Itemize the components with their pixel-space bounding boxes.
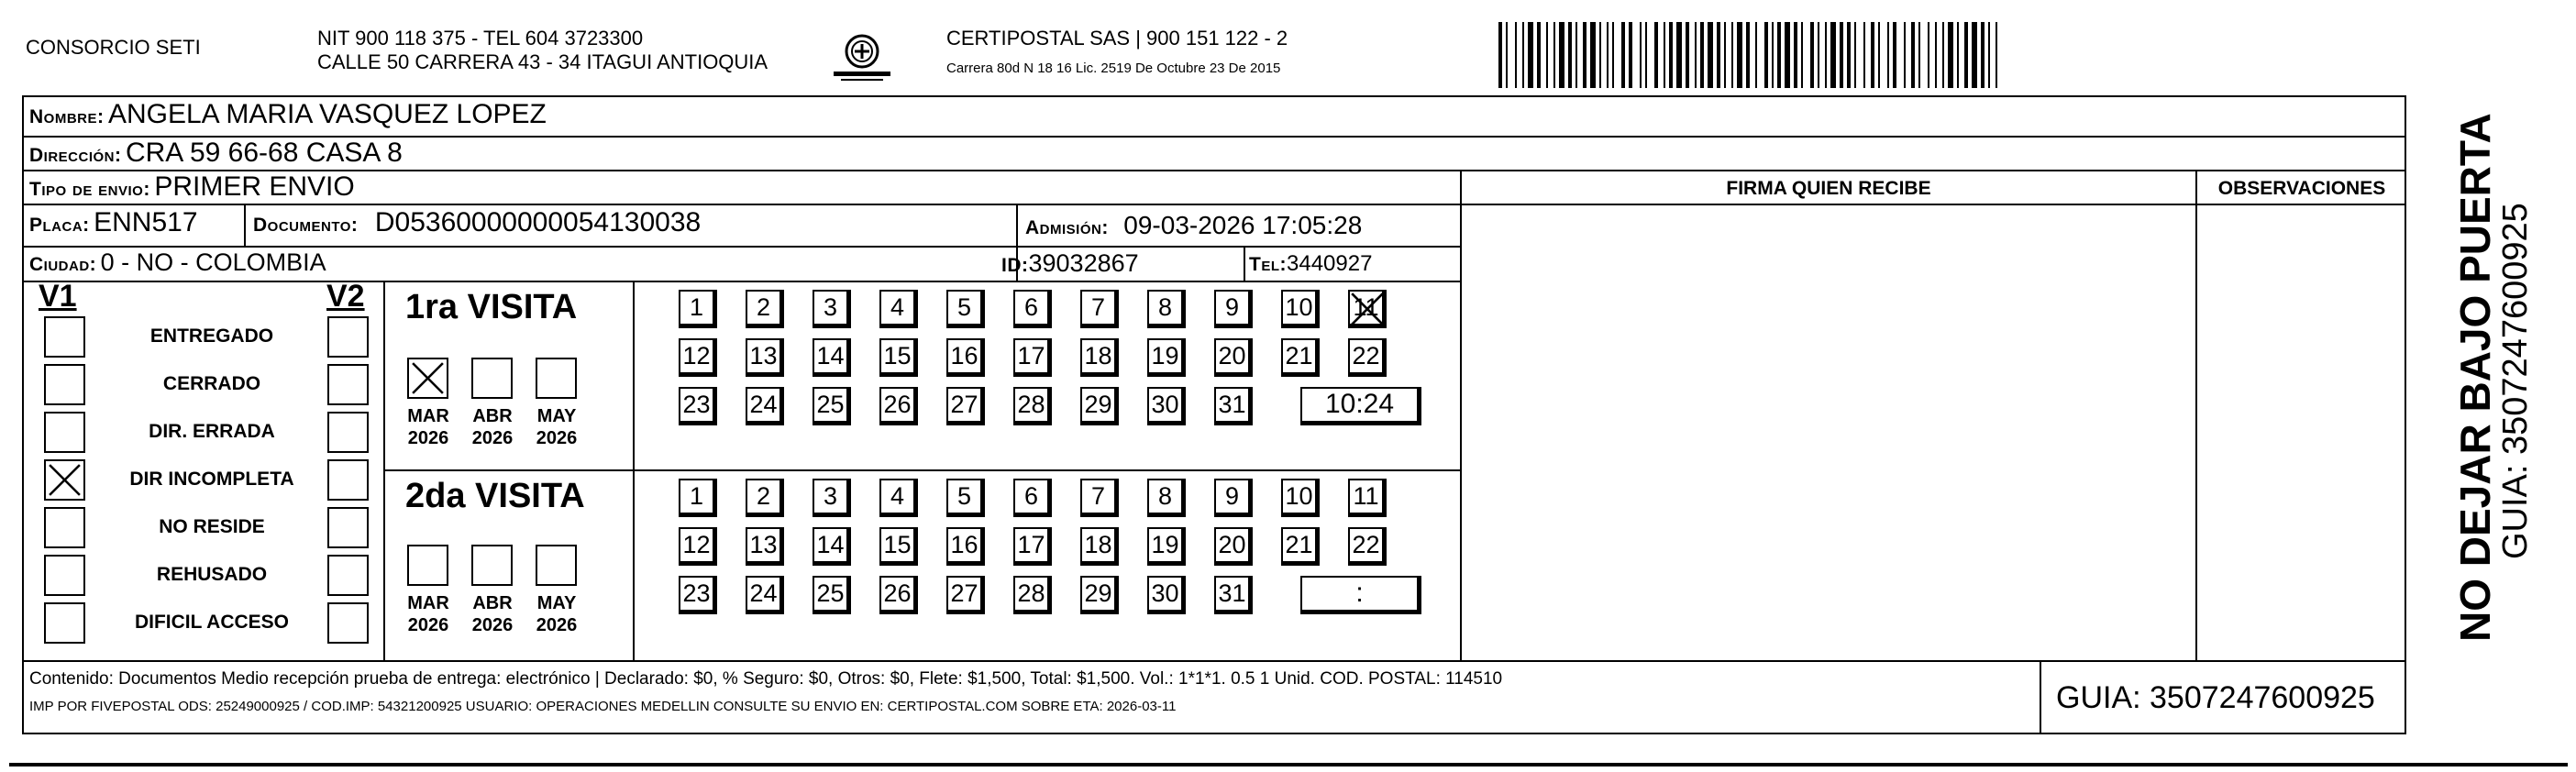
day-box[interactable]: 10 xyxy=(1281,479,1320,517)
v1-checkbox[interactable] xyxy=(44,507,85,548)
status-label: DIR. ERRADA xyxy=(149,421,275,442)
day-box[interactable]: 29 xyxy=(1080,576,1119,614)
day-box[interactable]: 19 xyxy=(1147,338,1186,377)
day-box[interactable]: 18 xyxy=(1080,338,1119,377)
day-box[interactable]: 25 xyxy=(813,387,851,425)
v2-checkbox[interactable] xyxy=(327,459,369,501)
company-name: CONSORCIO SETI xyxy=(26,36,201,59)
admision-row xyxy=(1025,211,1362,240)
ciudad-label: Ciudad: xyxy=(29,254,97,275)
month-label: MAR xyxy=(407,593,449,613)
tipo-value: PRIMER ENVIO xyxy=(154,171,355,202)
month-label: MAY xyxy=(536,406,577,426)
v2-label: V2 xyxy=(326,279,365,314)
day-box[interactable]: 4 xyxy=(879,290,918,328)
day-box[interactable]: 14 xyxy=(813,527,851,566)
day-box[interactable]: 17 xyxy=(1013,527,1052,566)
month-checkbox[interactable] xyxy=(471,358,513,399)
certipostal-logo xyxy=(830,31,894,84)
footer-line-2: IMP POR FIVEPOSTAL ODS: 25249000925 / COD.IMP: 54321200925 USUARIO: OPERACIONES MEDELLIN CONSULTE SU ENVIO EN: CERTIPOSTAL.COM SOBRE ETA: 2026-03-11 xyxy=(29,699,1177,714)
day-box[interactable]: 23 xyxy=(679,387,717,425)
x-mark-icon xyxy=(409,359,447,397)
firma-header: FIRMA QUIEN RECIBE xyxy=(1726,178,1931,199)
nit-line: NIT 900 118 375 - TEL 604 3723300 xyxy=(317,27,644,50)
divider xyxy=(22,660,2406,662)
second-visit-title: 2da VISITA xyxy=(405,477,585,515)
year-label: 2026 xyxy=(536,428,578,448)
admision-label: Admisión: xyxy=(1025,217,1109,238)
month-checkbox[interactable] xyxy=(536,358,577,399)
day-box[interactable]: 11 xyxy=(1348,479,1387,517)
ciudad-value: 0 - NO - COLOMBIA xyxy=(100,248,326,276)
direccion-row xyxy=(29,138,403,169)
direccion-value: CRA 59 66-68 CASA 8 xyxy=(125,138,403,168)
day-box[interactable]: 9 xyxy=(1214,479,1253,517)
divider xyxy=(1460,204,2406,205)
barcode-icon xyxy=(1495,22,2219,88)
day-box[interactable]: 5 xyxy=(946,479,985,517)
divider xyxy=(2040,660,2041,734)
tel-value: 3440927 xyxy=(1287,251,1373,276)
status-label: DIFICIL ACCESO xyxy=(134,612,289,633)
day-box[interactable]: 14 xyxy=(813,338,851,377)
day-box[interactable]: 2 xyxy=(746,479,784,517)
v2-checkbox[interactable] xyxy=(327,507,369,548)
year-label: 2026 xyxy=(407,428,449,448)
month-label: MAY xyxy=(536,593,577,613)
first-visit-title: 1ra VISITA xyxy=(405,288,578,326)
day-box[interactable]: 30 xyxy=(1147,576,1186,614)
day-box[interactable]: 6 xyxy=(1013,479,1052,517)
admision-value: 09-03-2026 17:05:28 xyxy=(1123,211,1363,239)
day-box[interactable]: 5 xyxy=(946,290,985,328)
id-label: ID: xyxy=(1001,255,1029,276)
day-box[interactable]: 27 xyxy=(946,387,985,425)
certi-line: CERTIPOSTAL SAS | 900 151 122 - 2 xyxy=(946,27,1288,50)
year-label: 2026 xyxy=(471,615,514,635)
day-box[interactable]: 3 xyxy=(813,479,851,517)
v1-checkbox[interactable] xyxy=(44,459,85,501)
side-warning: NO DEJAR BAJO PUERTA xyxy=(2451,113,2499,642)
nombre-value: ANGELA MARIA VASQUEZ LOPEZ xyxy=(107,99,547,129)
v2-checkbox[interactable] xyxy=(327,364,369,405)
day-box[interactable]: 20 xyxy=(1214,338,1253,377)
day-box[interactable]: 12 xyxy=(679,527,717,566)
documento-label: Documento: xyxy=(253,215,359,236)
day-box[interactable]: 2 xyxy=(746,290,784,328)
day-box[interactable]: 6 xyxy=(1013,290,1052,328)
day-box[interactable]: 22 xyxy=(1348,527,1387,566)
day-box[interactable]: 16 xyxy=(946,338,985,377)
month-label: MAR xyxy=(407,406,449,426)
day-box[interactable]: 27 xyxy=(946,576,985,614)
day-box[interactable]: 7 xyxy=(1080,290,1119,328)
id-value: 39032867 xyxy=(1028,249,1139,277)
day-box[interactable]: 21 xyxy=(1281,338,1320,377)
barcode xyxy=(1495,22,2219,88)
status-label: CERRADO xyxy=(162,373,261,394)
v1-checkbox[interactable] xyxy=(44,412,85,453)
v1-checkbox[interactable] xyxy=(44,602,85,644)
day-box[interactable]: 7 xyxy=(1080,479,1119,517)
day-box[interactable]: 23 xyxy=(679,576,717,614)
v1-checkbox[interactable] xyxy=(44,316,85,358)
day-box[interactable]: 30 xyxy=(1147,387,1186,425)
day-box[interactable]: 31 xyxy=(1214,576,1253,614)
day-box[interactable]: 12 xyxy=(679,338,717,377)
nombre-label: Nombre: xyxy=(29,106,105,127)
day-box[interactable]: 28 xyxy=(1013,576,1052,614)
v2-checkbox[interactable] xyxy=(327,412,369,453)
v2-checkbox[interactable] xyxy=(327,602,369,644)
day-box[interactable]: 3 xyxy=(813,290,851,328)
divider xyxy=(22,281,1460,282)
time-box[interactable]: : xyxy=(1300,576,1421,614)
day-box[interactable]: 22 xyxy=(1348,338,1387,377)
placa-value: ENN517 xyxy=(94,207,198,237)
day-box[interactable]: 8 xyxy=(1147,290,1186,328)
x-mark-icon xyxy=(46,461,83,499)
observaciones-header: OBSERVACIONES xyxy=(2217,178,2386,199)
month-label: ABR xyxy=(472,593,513,613)
divider xyxy=(244,204,246,246)
placa-row xyxy=(29,207,198,238)
day-box[interactable]: 25 xyxy=(813,576,851,614)
month-checkbox[interactable] xyxy=(407,545,448,586)
day-box[interactable]: 1 xyxy=(679,290,717,328)
day-box[interactable]: 13 xyxy=(746,527,784,566)
day-box[interactable]: 28 xyxy=(1013,387,1052,425)
divider xyxy=(383,469,1460,471)
divider xyxy=(22,170,2406,171)
month-checkbox[interactable] xyxy=(407,358,448,399)
status-label: DIR INCOMPLETA xyxy=(129,469,294,490)
day-box[interactable]: 29 xyxy=(1080,387,1119,425)
day-box[interactable]: 15 xyxy=(879,527,918,566)
direccion-label: Dirección: xyxy=(29,145,122,166)
divider xyxy=(2195,170,2197,660)
tel-label: Tel: xyxy=(1249,254,1287,275)
day-box[interactable]: 26 xyxy=(879,576,918,614)
day-box[interactable]: 18 xyxy=(1080,527,1119,566)
time-box[interactable]: 10:24 xyxy=(1300,387,1421,425)
v2-checkbox[interactable] xyxy=(327,316,369,358)
tel-row xyxy=(1249,251,1372,277)
documento-row xyxy=(253,207,701,238)
month-checkbox[interactable] xyxy=(536,545,577,586)
side-guia: GUIA: 3507247600925 xyxy=(2496,203,2535,559)
id-row xyxy=(1001,249,1139,278)
footer-line-1: Contenido: Documentos Medio recepción prueba de entrega: electrónico | Declarado: $0, % Seguro: $0, Otros: $0, Flete: $1,500, Total: $1,500. Vol.: 1*1*1. 0.5 1 Unid. COD. POSTAL: 114510 xyxy=(29,669,1503,689)
tipo-row xyxy=(29,171,355,203)
v1-checkbox[interactable] xyxy=(44,555,85,596)
divider xyxy=(1460,170,1462,660)
day-box[interactable]: 8 xyxy=(1147,479,1186,517)
v2-checkbox[interactable] xyxy=(327,555,369,596)
x-mark-icon xyxy=(1348,290,1387,328)
year-label: 2026 xyxy=(407,615,449,635)
divider xyxy=(1244,246,1245,281)
month-checkbox[interactable] xyxy=(471,545,513,586)
day-box[interactable]: 1 xyxy=(679,479,717,517)
tipo-label: Tipo de envio: xyxy=(29,179,150,200)
day-box[interactable]: 24 xyxy=(746,387,784,425)
v1-checkbox[interactable] xyxy=(44,364,85,405)
placa-label: Placa: xyxy=(29,215,90,236)
day-box[interactable]: 19 xyxy=(1147,527,1186,566)
month-label: ABR xyxy=(472,406,513,426)
status-label: ENTREGADO xyxy=(149,325,274,347)
day-box[interactable]: 13 xyxy=(746,338,784,377)
status-label: REHUSADO xyxy=(156,564,268,585)
certi-sub: Carrera 80d N 18 16 Lic. 2519 De Octubre 23 De 2015 xyxy=(946,61,1281,76)
ciudad-row xyxy=(29,248,326,277)
address-line: CALLE 50 CARRERA 43 - 34 ITAGUI ANTIOQUIA xyxy=(317,50,768,73)
day-box[interactable]: 9 xyxy=(1214,290,1253,328)
day-box[interactable]: 17 xyxy=(1013,338,1052,377)
day-box[interactable]: 11 xyxy=(1348,290,1387,328)
day-box[interactable]: 16 xyxy=(946,527,985,566)
year-label: 2026 xyxy=(471,428,514,448)
day-box[interactable]: 21 xyxy=(1281,527,1320,566)
v1-label: V1 xyxy=(39,279,77,314)
day-box[interactable]: 20 xyxy=(1214,527,1253,566)
day-box[interactable]: 10 xyxy=(1281,290,1320,328)
logo-icon xyxy=(830,31,894,84)
status-label: NO RESIDE xyxy=(159,516,265,537)
day-box[interactable]: 31 xyxy=(1214,387,1253,425)
nombre-row xyxy=(29,99,547,130)
day-box[interactable]: 15 xyxy=(879,338,918,377)
footer-guia: GUIA: 3507247600925 xyxy=(2056,680,2375,715)
year-label: 2026 xyxy=(536,615,578,635)
day-box[interactable]: 24 xyxy=(746,576,784,614)
day-box[interactable]: 4 xyxy=(879,479,918,517)
documento-value: D05360000000054130038 xyxy=(374,207,702,237)
bottom-rule xyxy=(9,763,2568,766)
day-box[interactable]: 26 xyxy=(879,387,918,425)
